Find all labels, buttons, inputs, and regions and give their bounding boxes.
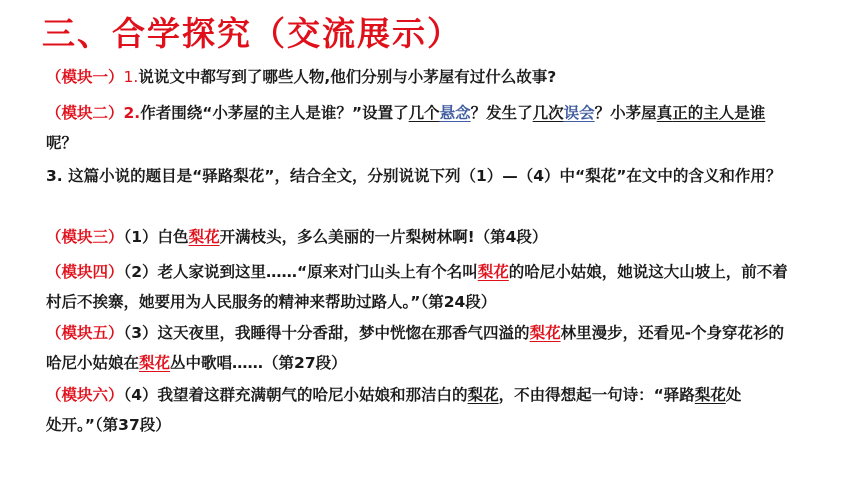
underlined-phrase: 几个: [408, 104, 440, 122]
slide-title: 三、合学探究（交流展示）: [42, 14, 462, 53]
keyword-lihua: 梨花: [694, 386, 726, 404]
module-tag: （模块一）: [46, 68, 124, 86]
question-number: 1.: [123, 68, 139, 86]
underlined-phrase: 正的主人是谁: [672, 104, 766, 122]
question-2: [46, 98, 796, 158]
module-5: [46, 318, 796, 378]
question-text: 3. 这篇小说的题目是“驿路梨花”，结合全文，分别说说下列（1）—（4）中“梨花”在文中的含义和作用？: [46, 167, 782, 185]
module-tag: （模块五）: [46, 324, 124, 342]
underlined-phrase: 几次: [532, 104, 564, 122]
question-text: ？发生了: [470, 104, 533, 122]
question-3: [46, 161, 796, 191]
quote-text: （3）这天夜里，我睡得十分香甜，梦中恍惚在那香气四溢的: [123, 324, 530, 342]
quote-text: 丛中歌唱……（第27段）: [170, 354, 347, 372]
question-text: 说说文中都写到了哪些人物,他们分别与小茅屋有过什么故事?: [138, 68, 557, 86]
question-number: 2.: [123, 104, 141, 122]
question-text: 作者围绕“小茅屋的主人是谁？”设置了: [140, 104, 409, 122]
module-6: [46, 380, 746, 440]
module-tag: （模块二）: [46, 104, 124, 122]
keyword-lihua: 梨花: [139, 354, 171, 372]
quote-text: ，不由得想起一句诗：“驿路: [498, 386, 695, 404]
keyword-lihua: 梨花: [477, 263, 509, 281]
module-tag: （模块四）: [46, 263, 124, 281]
module-tag: （模块三）: [46, 228, 124, 246]
underlined-phrase: 真: [656, 104, 673, 122]
keyword-lihua: 梨花: [188, 228, 220, 246]
question-text: 呢？: [46, 134, 78, 152]
quote-text: （2）老人家说到这里……“原来对门山头上有个名叫: [123, 263, 478, 281]
module-3: [46, 222, 796, 252]
quote-text: 开满枝头，多么美丽的一片梨树林啊!（第4段）: [219, 228, 548, 246]
keyword-lihua: 梨花: [529, 324, 561, 342]
question-1: [46, 62, 796, 92]
module-tag: （模块六）: [46, 386, 124, 404]
underlined-keyword: 悬念: [439, 104, 471, 122]
quote-text: 的哈尼小姑娘，她说这大山坡上，前不着村后不挨寨，她要用为人民服务的精神来帮助过路人。”（第24段）: [46, 263, 788, 311]
quote-text: （4）我望着这群充满朝气的哈尼小姑娘和那洁白的: [123, 386, 468, 404]
module-4: [46, 257, 796, 317]
quote-text: 处处开。”（第37段）: [46, 386, 742, 434]
quote-text: （1）白色: [123, 228, 189, 246]
underlined-keyword: 误会: [563, 104, 595, 122]
question-text: ？小茅屋: [594, 104, 657, 122]
quote-text: 林里漫步，还看见-个身穿花衫的哈尼小姑娘在: [46, 324, 785, 372]
keyword-lihua: 梨花: [467, 386, 499, 404]
